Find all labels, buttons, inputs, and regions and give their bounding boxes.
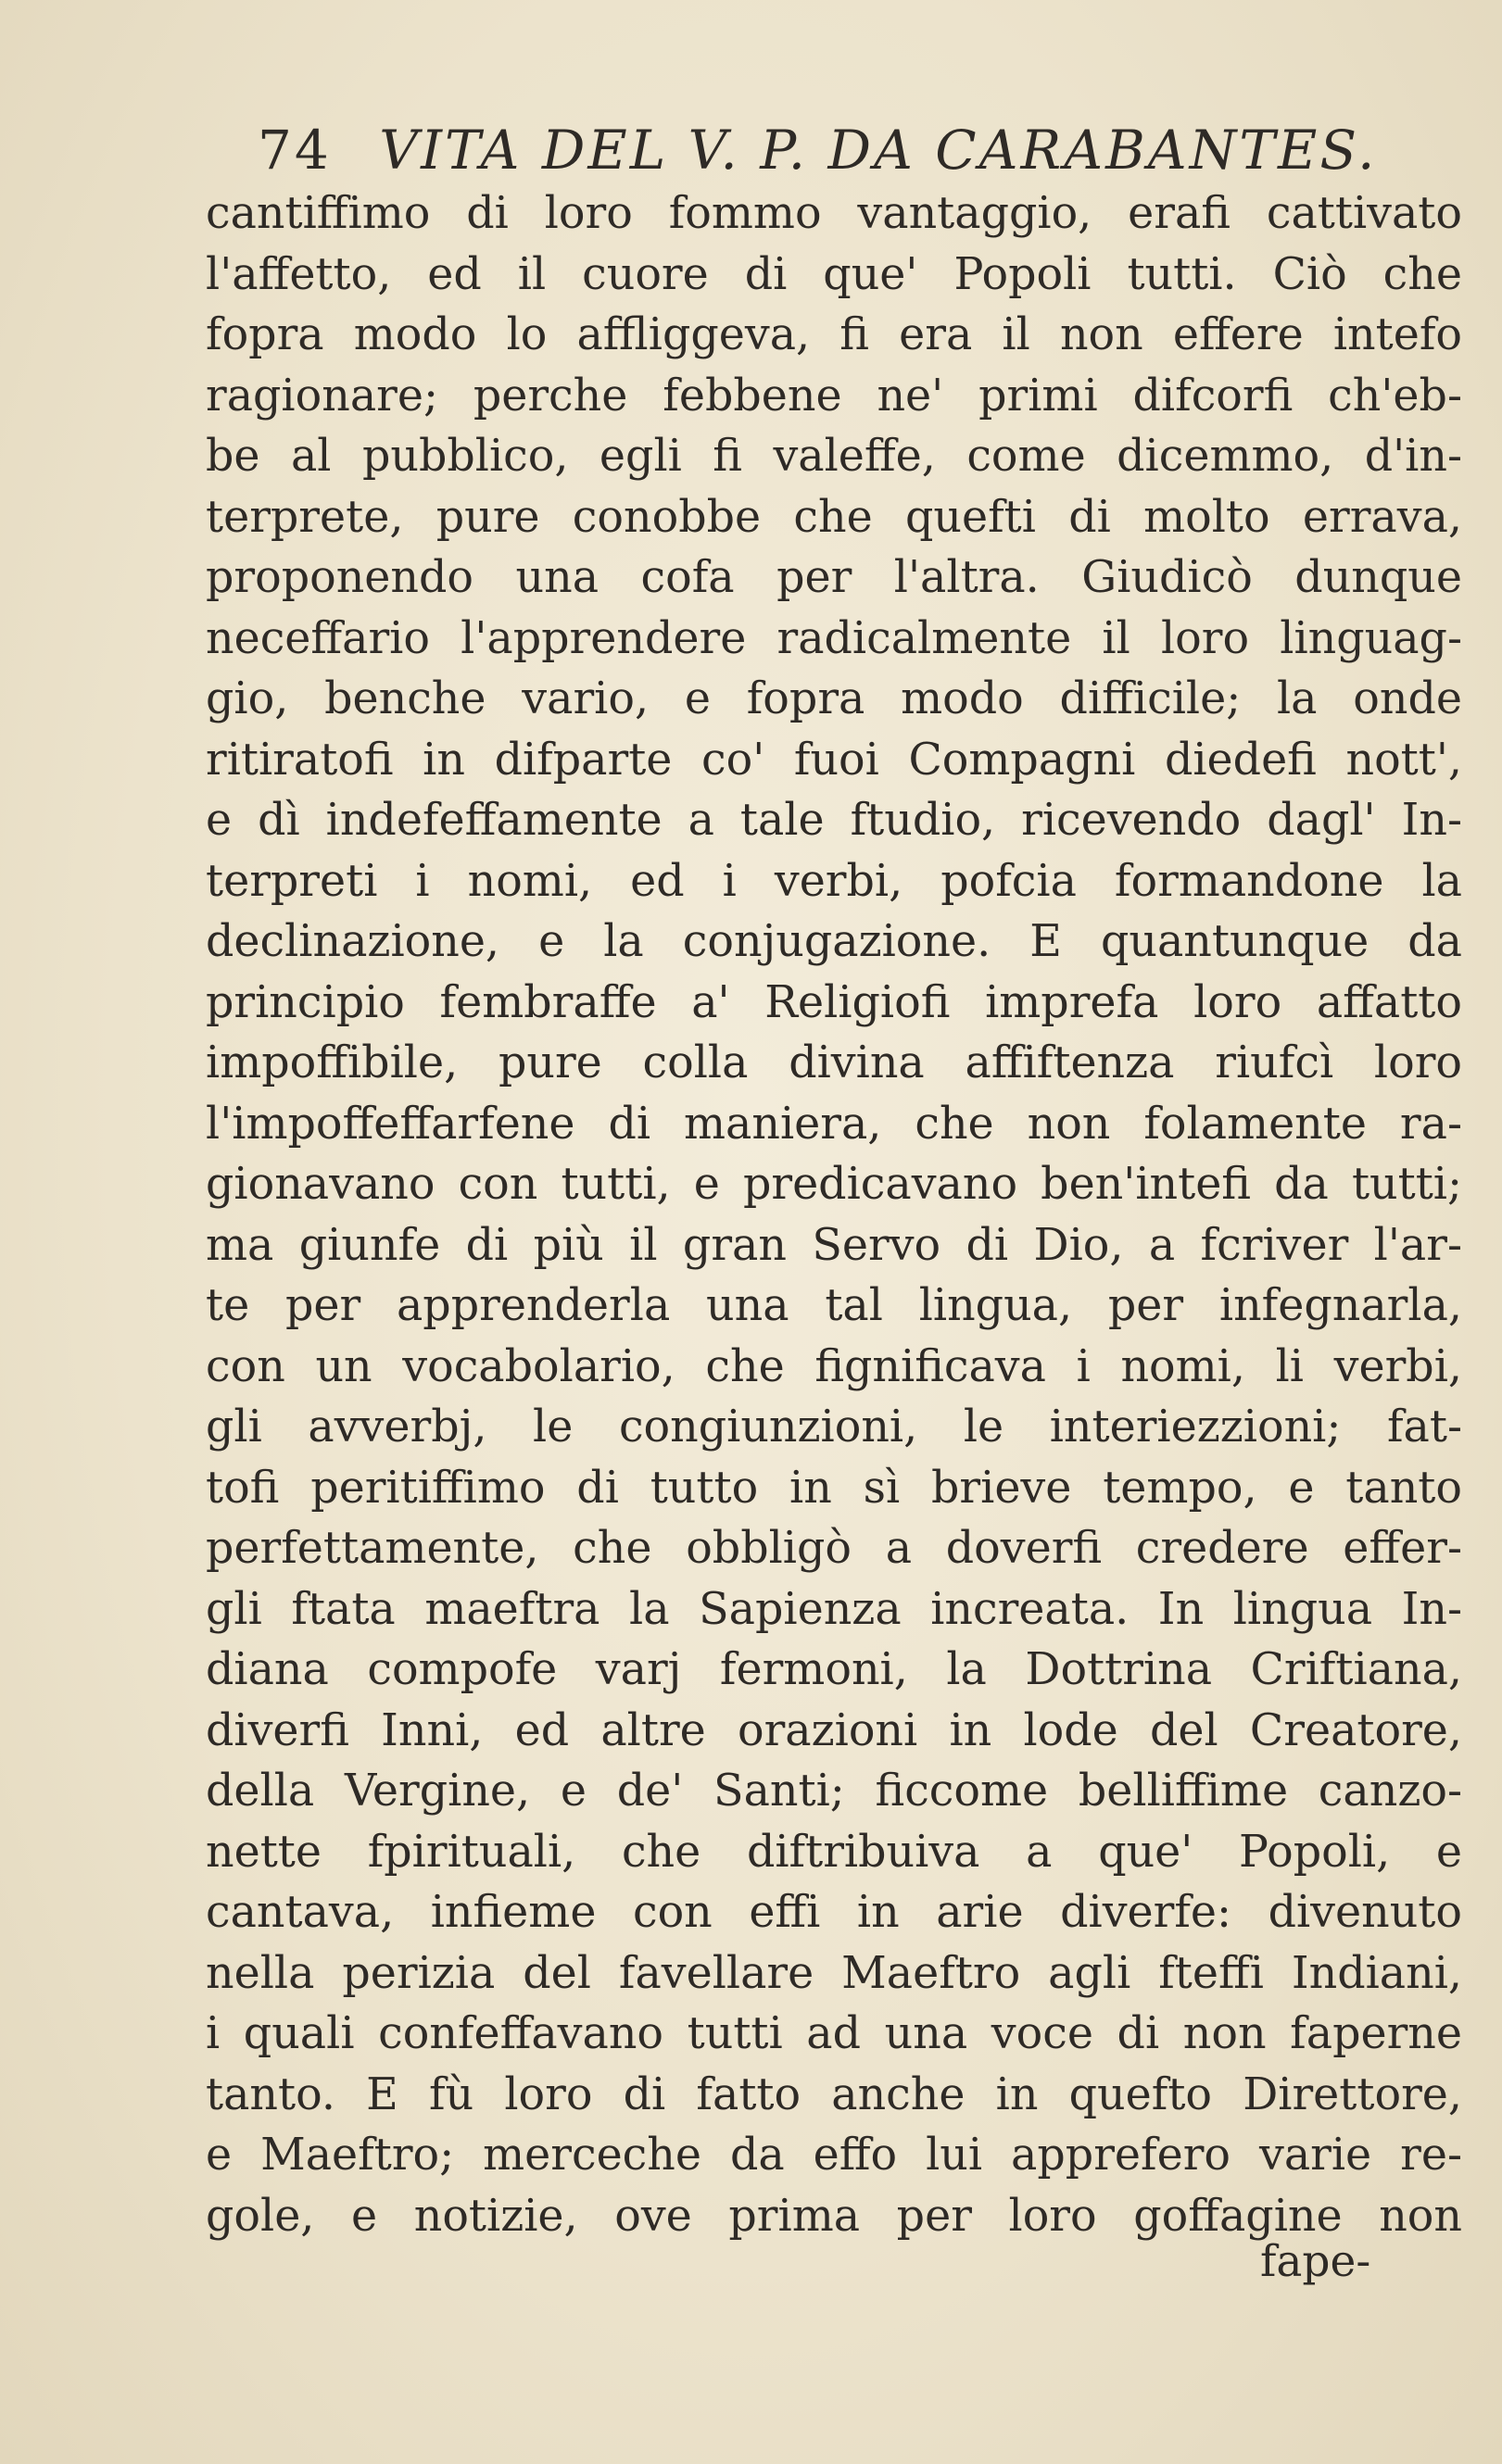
catchword: fape-: [1260, 2236, 1371, 2287]
text-line: diverfi Inni, ed altre orazioni in lode del Creatore,: [206, 1704, 1462, 1756]
text-line: gli ftata maeftra la Sapienza increata. In lingua In-: [206, 1583, 1462, 1635]
text-line: l'affetto, ed il cuore di que' Popoli tutti. Ciò che: [206, 248, 1462, 300]
page-header: [258, 119, 1462, 182]
running-title: VITA DEL V. P. DA CARABANTES.: [379, 119, 1378, 182]
text-line: nette fpirituali, che diftribuiva a que' Popoli, e: [206, 1826, 1462, 1878]
text-line: gio, benche vario, e fopra modo difficile; la onde: [206, 673, 1462, 724]
text-line: i quali confeffavano tutti ad una voce di non faperne: [206, 2008, 1462, 2059]
text-line: diana compofe varj fermoni, la Dottrina Criftiana,: [206, 1644, 1462, 1695]
text-line: tofi peritiffimo di tutto in sì brieve tempo, e tanto: [206, 1462, 1462, 1514]
text-line: ritiratofi in difparte co' fuoi Compagni diedefi nott',: [206, 734, 1462, 786]
text-line: cantiffimo di loro fommo vantaggio, erafi cattivato: [206, 188, 1462, 239]
text-line: proponendo una cofa per l'altra. Giudicò dunque: [206, 552, 1462, 603]
text-line: gionavano con tutti, e predicavano ben'intefi da tutti;: [206, 1159, 1462, 1210]
text-line: nella perizia del favellare Maeftro agli fteffi Indiani,: [206, 1947, 1462, 1999]
text-line: gli avverbj, le congiunzioni, le interiezzioni; fat-: [206, 1402, 1462, 1452]
text-line: principio fembraffe a' Religiofi imprefa loro affatto: [206, 976, 1462, 1028]
text-line: l'impoffeffarfene di maniera, che non folamente ra-: [206, 1098, 1462, 1150]
text-line: della Vergine, e de' Santi; ficcome belliffime canzo-: [206, 1766, 1462, 1817]
page-number: 74: [258, 119, 332, 182]
text-line: tanto. E fù loro di fatto anche in quefto Direttore,: [206, 2068, 1462, 2120]
body-text: [206, 183, 1462, 2246]
text-line: impoffibile, pure colla divina affiftenza riufcì loro: [206, 1037, 1462, 1088]
text-line: e dì indefeffamente a tale ftudio, ricevendo dagl' In-: [206, 795, 1462, 846]
text-line: cantava, infieme con effi in arie diverfe: divenuto: [206, 1887, 1462, 1938]
text-line: con un vocabolario, che fignificava i nomi, li verbi,: [206, 1340, 1462, 1392]
text-line: ragionare; perche febbene ne' primi difcorfi ch'eb-: [206, 370, 1462, 421]
text-line: neceffario l'apprendere radicalmente il loro linguag-: [206, 612, 1462, 664]
text-line: declinazione, e la conjugazione. E quantunque da: [206, 916, 1462, 967]
text-line: e Maeftro; merceche da effo lui apprefero varie re-: [206, 2130, 1462, 2181]
text-line: fopra modo lo affliggeva, fi era il non effere intefo: [206, 309, 1462, 360]
text-line: ma giunfe di più il gran Servo di Dio, a fcriver l'ar-: [206, 1219, 1462, 1271]
text-line: gole, e notizie, ove prima per loro goffagine non: [206, 2190, 1462, 2242]
text-line: terpreti i nomi, ed i verbi, pofcia formandone la: [206, 855, 1462, 907]
text-line: perfettamente, che obbligò a doverfi credere effer-: [206, 1523, 1462, 1574]
text-line: terprete, pure conobbe che quefti di molto errava,: [206, 491, 1462, 543]
text-line: be al pubblico, egli fi valeffe, come dicemmo, d'in-: [206, 431, 1462, 482]
text-line: te per apprenderla una tal lingua, per infegnarla,: [206, 1280, 1462, 1331]
